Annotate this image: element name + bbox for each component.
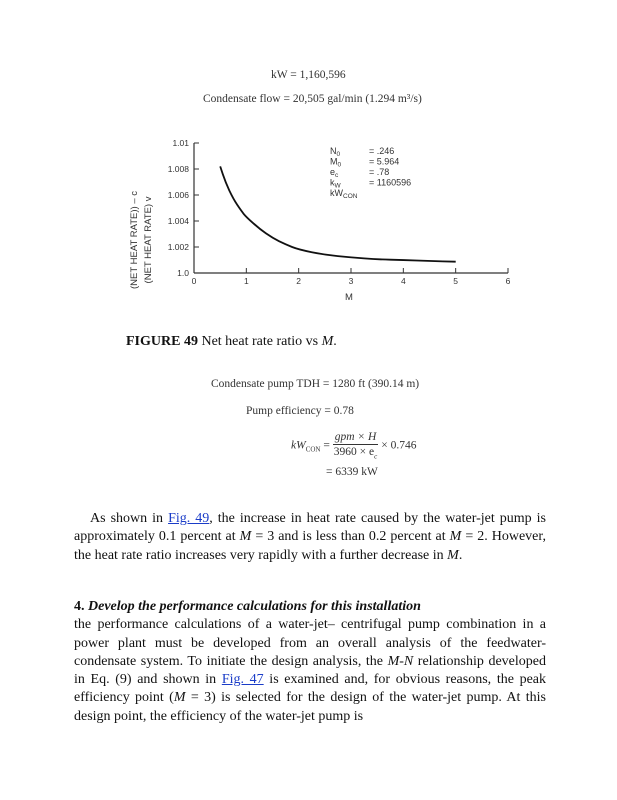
y-tick-label: 1.004: [167, 216, 189, 226]
y-axis-label-bottom: (NET HEAT RATE) v: [143, 196, 154, 284]
kw-con-fraction: [333, 431, 379, 460]
kw-equation: kW = 1,160,596: [271, 69, 346, 81]
heat-rate-ratio-chart: [125, 130, 525, 310]
kw-con-result: = 6339 kW: [326, 466, 378, 478]
figure-caption: [126, 334, 337, 350]
x-tick-label: 2: [296, 276, 302, 286]
kw-con-lhs: kW: [291, 439, 306, 452]
fig-47-link[interactable]: Fig. 47: [221, 672, 264, 688]
y-tick-label: 1.008: [167, 164, 189, 174]
y-axis-label-top: (NET HEAT RATE)) – c: [129, 190, 140, 290]
figure-caption-var: M: [321, 334, 334, 349]
kw-con-numerator: gpm × H: [334, 431, 377, 443]
section-step-4: 4. Develop the performance calculations for this installation the performance calculations of a water-jet– centrifugal pump combination in a power plant must be developed from an overall analysis of the feedwater-condensate system. To initiate the design analysis, the M-N relationship developed in Eq. (9) and shown in Fig. 47 is examined and, for obvious reasons, the peak efficiency point (M = 3) is selected for the design of the water-jet pump. At this design point, the efficiency of the water-jet pump is: [74, 599, 546, 724]
x-tick-label: 6: [505, 276, 511, 286]
pump-efficiency-equation: Pump efficiency = 0.78: [246, 405, 354, 417]
condensate-flow-equation: Condensate flow = 20,505 gal/min (1.294 m³/s): [203, 93, 422, 105]
legend-value: = .246: [369, 146, 395, 156]
legend-symbol: $k_W$: [330, 177, 341, 190]
chart-ticks: [168, 138, 511, 286]
figure-caption-text: Net heat rate ratio vs: [197, 334, 322, 349]
figure-label: FIGURE 49: [126, 334, 198, 349]
legend-value: = .78: [369, 167, 390, 177]
kw-con-multiplier: × 0.746: [381, 439, 417, 452]
x-tick-label: 0: [191, 276, 197, 286]
y-tick-label: 1.006: [167, 190, 189, 200]
step-4-number: 4.: [74, 599, 85, 614]
x-tick-label: 5: [453, 276, 459, 286]
kw-con-equation: [291, 431, 416, 460]
paragraph-heat-rate: As shown in Fig. 49, the increase in heat rate caused by the water-jet pump is approximately 0.1 percent at M = 3 and is less than 0.2 percent at M = 2. However, the heat rate ratio increases very rapidly with a further decrease in M.: [74, 511, 546, 563]
series-line: [220, 166, 456, 261]
chart-legend: [330, 146, 411, 200]
legend-symbol: $M_0$: [330, 156, 342, 169]
legend-symbol: $N_0$: [330, 146, 341, 158]
chart-series: [220, 166, 456, 261]
kw-con-eq-sign: =: [320, 439, 330, 452]
legend-value: = 5.964: [369, 156, 400, 167]
x-axis-label: M: [345, 292, 353, 303]
pump-tdh-equation: Condensate pump TDH = 1280 ft (390.14 m): [211, 378, 420, 390]
kw-con-denominator: $3960 \times e_c$: [333, 446, 378, 461]
y-tick-label: 1.01: [172, 138, 189, 148]
legend-value: = 1160596: [369, 177, 412, 188]
step-4-title: Develop the performance calculations for this installation: [88, 599, 421, 614]
x-tick-label: 3: [348, 276, 354, 286]
x-tick-label: 4: [400, 276, 406, 286]
figure-caption-end: .: [333, 334, 337, 349]
fig-49-link[interactable]: Fig. 49: [168, 511, 210, 526]
x-tick-label: 1: [243, 276, 249, 286]
legend-symbol: $kW_{CON}$: [330, 188, 358, 200]
kw-con-lhs-sub: CON: [305, 445, 321, 454]
y-tick-label: 1.002: [167, 242, 189, 252]
y-tick-label: 1.0: [177, 268, 189, 278]
chart-axes: [194, 143, 508, 273]
legend-symbol: $e_c$: [330, 167, 339, 179]
